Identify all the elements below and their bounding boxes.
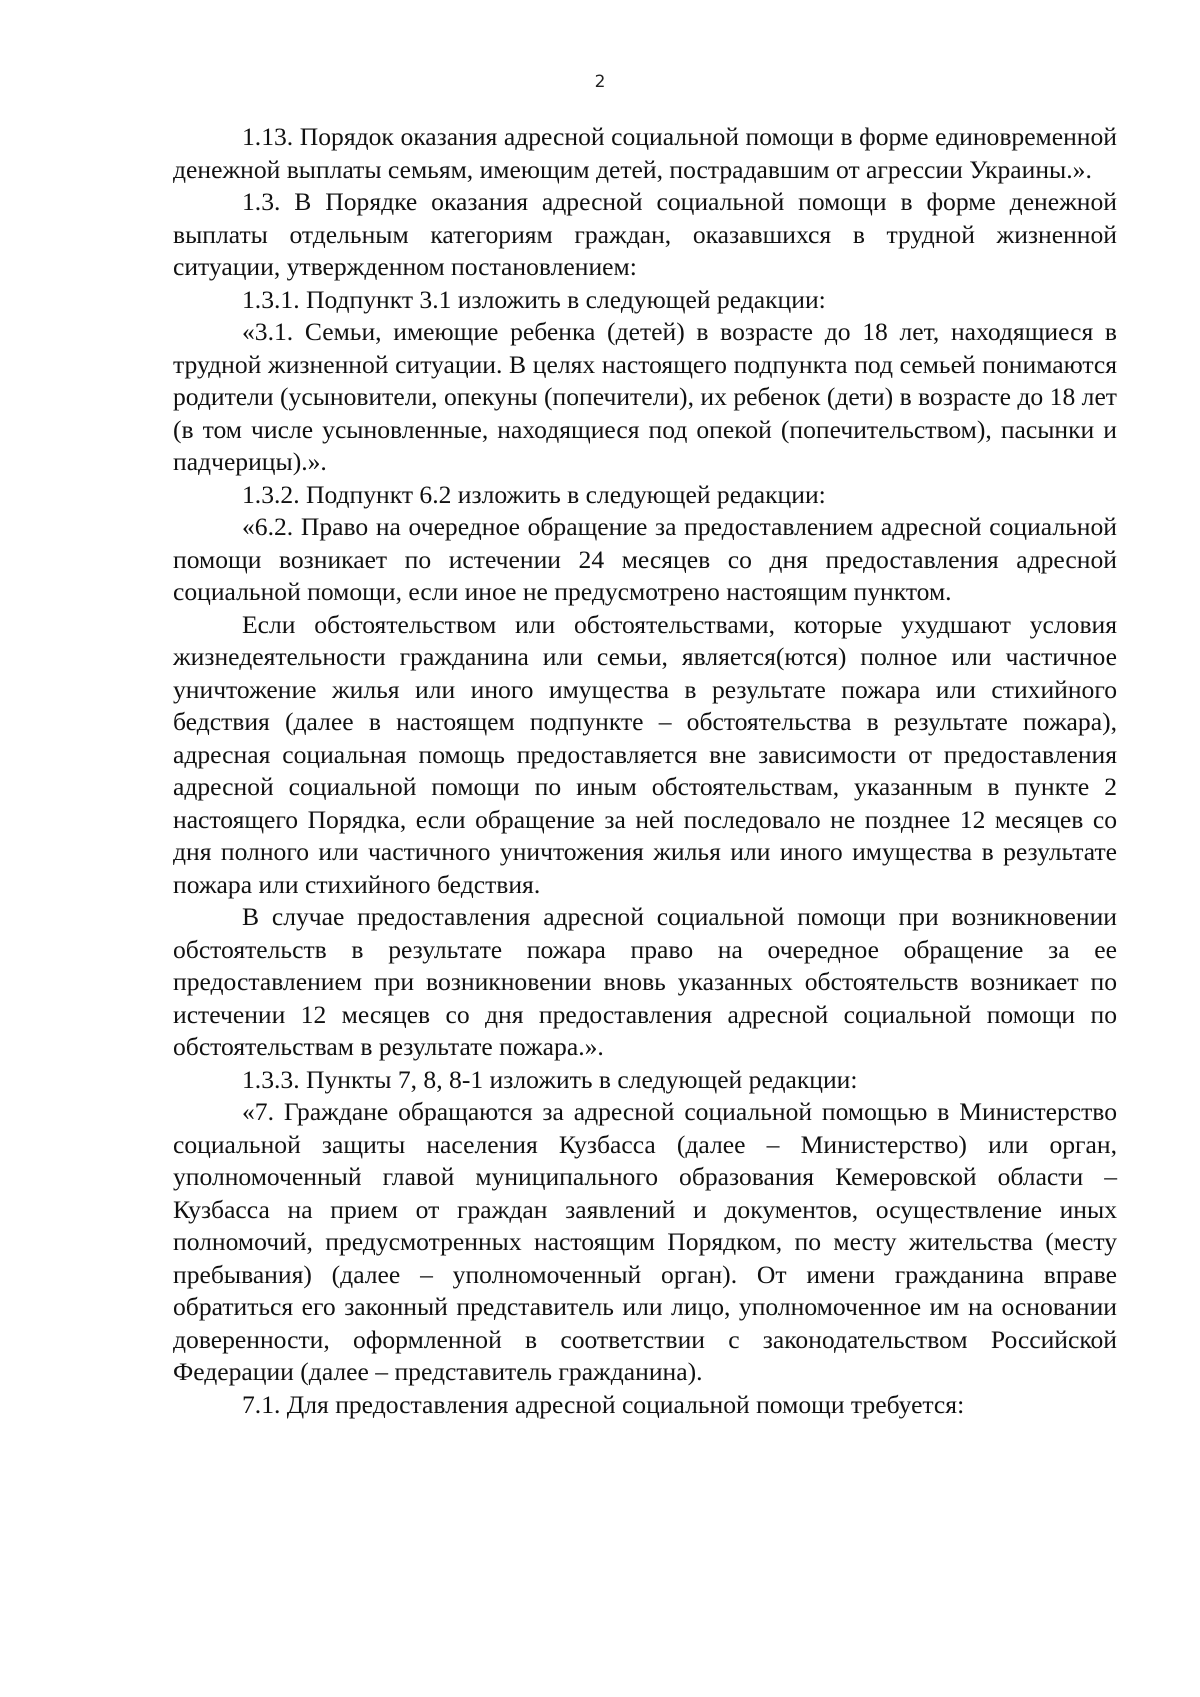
page-number: 2 [594,72,606,92]
paragraph: «7. Граждане обращаются за адресной социальной помощью в Министерство социальной защиты населения Кузбасса (далее – Министерство) или орган, уполномоченный главой муниципального образования Кемеровской области – Кузбасса на прием от граждан заявлений и документов, осуществление иных полномочий, предусмотренных настоящим Порядком, по месту жительства (месту пребывания) (далее – уполномоченный орган). От имени гражданина вправе обратиться его законный представитель или лицо, уполномоченное им на основании доверенности, оформленной в соответствии с законодательством Российской Федерации (далее – представитель гражданина). [173,1097,1117,1386]
paragraph: 1.3. В Порядке оказания адресной социальной помощи в форме денежной выплаты отдельным категориям граждан, оказавшихся в трудной жизненной ситуации, утвержденном постановлением: [173,187,1117,281]
paragraph: 1.3.2. Подпункт 6.2 изложить в следующей редакции: [242,479,826,509]
paragraph: В случае предоставления адресной социальной помощи при возникновении обстоятельств в результате пожара право на очередное обращение за ее предоставлением при возникновении вновь указанных обстоятельств возникает по истечении 12 месяцев со дня предоставления адресной социальной помощи по обстоятельствам в результате пожара.». [173,902,1117,1061]
paragraph: 1.13. Порядок оказания адресной социальной помощи в форме единовременной денежной выплаты семьям, имеющим детей, пострадавшим от агрессии Украины.». [173,122,1117,184]
paragraph: «3.1. Семьи, имеющие ребенка (детей) в возрасте до 18 лет, находящиеся в трудной жизненной ситуации. В целях настоящего подпункта под семьей понимаются родители (усыновители, опекуны (попечители), их ребенок (дети) в возрасте до 18 лет (в том числе усыновленные, находящиеся под опекой (попечительством), пасынки и падчерицы).». [173,317,1117,476]
paragraph: «6.2. Право на очередное обращение за предоставлением адресной социальной помощи возникает по истечении 24 месяцев со дня предоставления адресной социальной помощи, если иное не предусмотрено настоящим пунктом. [173,512,1117,606]
paragraph: 1.3.1. Подпункт 3.1 изложить в следующей редакции: [242,284,826,314]
paragraph: 7.1. Для предоставления адресной социальной помощи требуется: [242,1389,965,1419]
paragraph: Если обстоятельством или обстоятельствами, которые ухудшают условия жизнедеятельности гражданина или семьи, является(ются) полное или частичное уничтожение жилья или иного имущества в результате пожара или стихийного бедствия (далее в настоящем подпункте – обстоятельства в результате пожара), адресная социальная помощь предоставляется вне зависимости от предоставления адресной социальной помощи по иным обстоятельствам, указанным в пункте 2 настоящего Порядка, если обращение за ней последовало не позднее 12 месяцев со дня полного или частичного уничтожения жилья или иного имущества в результате пожара или стихийного бедствия. [173,609,1117,899]
document-body [173,121,1117,1421]
paragraph: 1.3.3. Пункты 7, 8, 8-1 изложить в следующей редакции: [242,1064,858,1094]
